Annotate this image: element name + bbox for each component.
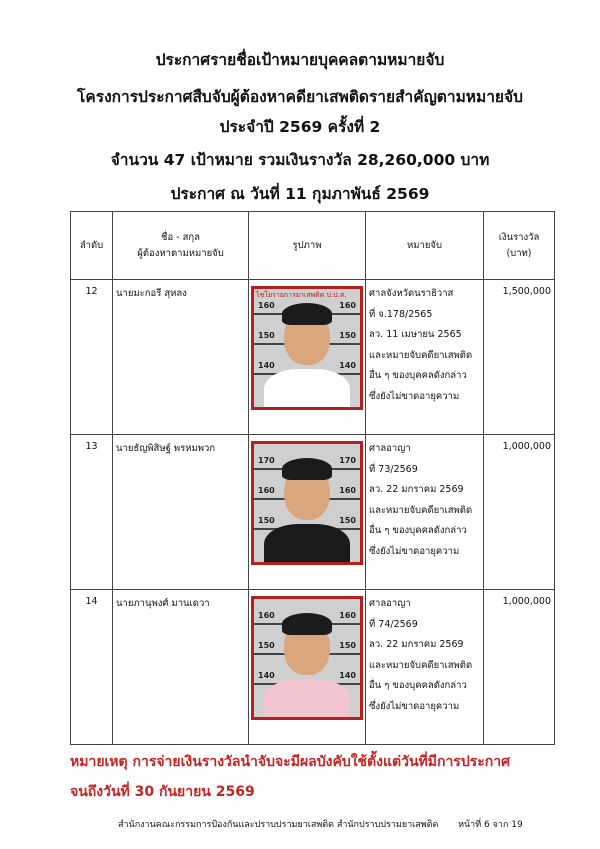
table-row [71,435,555,590]
warrant-line: ที่ 74/2569 [369,618,418,630]
header-reward [484,212,555,280]
header-name-line1: ชื่อ - สกุล [161,231,200,243]
suspect-name: นายภานุพงศ์ มานเดวา [113,590,249,745]
warrant-details [366,435,484,590]
warrant-line: ศาลจังหวัดนราธิวาส [369,288,454,299]
title-line-5: ประกาศ ณ วันที่ 11 กุมภาพันธ์ 2569 [170,185,430,203]
warrant-line: ศาลอาญา [369,598,411,609]
warrant-line: ลว. 22 มกราคม 2569 [369,639,464,650]
reward-amount: 1,000,000 [484,435,555,590]
warrant-line: และหมายจับคดียาเสพติด [369,504,473,516]
row-number: 14 [71,590,113,745]
warrant-line: อื่น ๆ ของบุคคลดังกล่าว [369,525,467,536]
suspect-name: นายมะกอรี สุหลง [113,280,249,435]
height-mark: 170 [339,456,356,465]
height-mark: 160 [339,611,356,620]
height-mark: 160 [339,301,356,310]
height-mark: 140 [339,361,356,370]
height-mark: 140 [258,361,275,370]
warrant-details [366,590,484,745]
wanted-table [70,211,555,745]
height-mark: 150 [339,641,356,650]
header-name-line2: ผู้ต้องหาตามหมายจับ [137,247,224,259]
reward-amount: 1,500,000 [484,280,555,435]
header-warrant: หมายจับ [366,212,484,280]
warrant-line: ซึ่งยังไม่ขาดอายุความ [369,390,460,402]
height-mark: 160 [258,301,275,310]
reward-amount: 1,000,000 [484,590,555,745]
row-number: 13 [71,435,113,590]
table-header-row [71,212,555,280]
header-photo: รูปภาพ [249,212,366,280]
height-mark: 160 [339,486,356,495]
title-line-1: ประกาศรายชื่อเป้าหมายบุคคลตามหมายจับ [155,51,445,69]
height-mark: 140 [258,671,275,680]
footer-page: หน้าที่ 6 จาก 19 [458,820,523,830]
header-no: ลำดับ [71,212,113,280]
warrant-line: อื่น ๆ ของบุคคลดังกล่าว [369,370,467,381]
warrant-line: และหมายจับคดียาเสพติด [369,659,473,671]
mugshot-photo [251,286,363,410]
warrant-line: ที่ 73/2569 [369,463,418,475]
height-mark: 150 [339,331,356,340]
header-reward-line1: เงินรางวัล [498,231,540,243]
title-line-2: โครงการประกาศสืบจับผู้ต้องหาคดียาเสพติดรายสำคัญตามหมายจับ [77,88,523,106]
height-mark: 170 [258,456,275,465]
note-line-1: หมายเหตุ การจ่ายเงินรางวัลนำจับจะมีผลบังคับใช้ตั้งแต่วันที่มีการประกาศ [70,754,510,770]
table-row [71,590,555,745]
warrant-line: อื่น ๆ ของบุคคลดังกล่าว [369,680,467,691]
warrant-line: ซึ่งยังไม่ขาดอายุความ [369,545,460,557]
photo-cell [249,590,366,745]
photo-tag: ไชโยรายการยาเสพติด ป.ป.ส. [256,291,347,299]
footer [118,817,523,831]
mugshot-photo [251,596,363,720]
warrant-line: ซึ่งยังไม่ขาดอายุความ [369,700,460,712]
height-mark: 150 [258,641,275,650]
footer-org: สำนักงานคณะกรรมการป้องกันและปราบปรามยาเสพติด สำนักปราบปรามยาเสพติด [118,820,439,830]
warrant-line: ลว. 11 เมษายน 2565 [369,329,462,340]
table-row [71,280,555,435]
mugshot-photo [251,441,363,565]
height-mark: 150 [258,331,275,340]
title-line-4: จำนวน 47 เป้าหมาย รวมเงินรางวัล 28,260,000 บาท [110,151,490,169]
warrant-line: ศาลอาญา [369,443,411,454]
height-mark: 150 [258,516,275,525]
warrant-line: ลว. 22 มกราคม 2569 [369,484,464,495]
warrant-line: ที่ จ.178/2565 [369,308,433,320]
suspect-name: นายธัญพิสิษฐ์ พรหมพวก [113,435,249,590]
title-line-3: ประจำปี 2569 ครั้งที่ 2 [219,118,381,136]
header-name [113,212,249,280]
height-mark: 150 [339,516,356,525]
row-number: 12 [71,280,113,435]
height-mark: 160 [258,486,275,495]
height-mark: 160 [258,611,275,620]
warrant-line: และหมายจับคดียาเสพติด [369,349,473,361]
photo-cell [249,435,366,590]
photo-cell [249,280,366,435]
header-reward-line2: (บาท) [506,247,532,259]
note-line-2: จนถึงวันที่ 30 กันยายน 2569 [70,784,255,800]
height-mark: 140 [339,671,356,680]
warrant-details [366,280,484,435]
